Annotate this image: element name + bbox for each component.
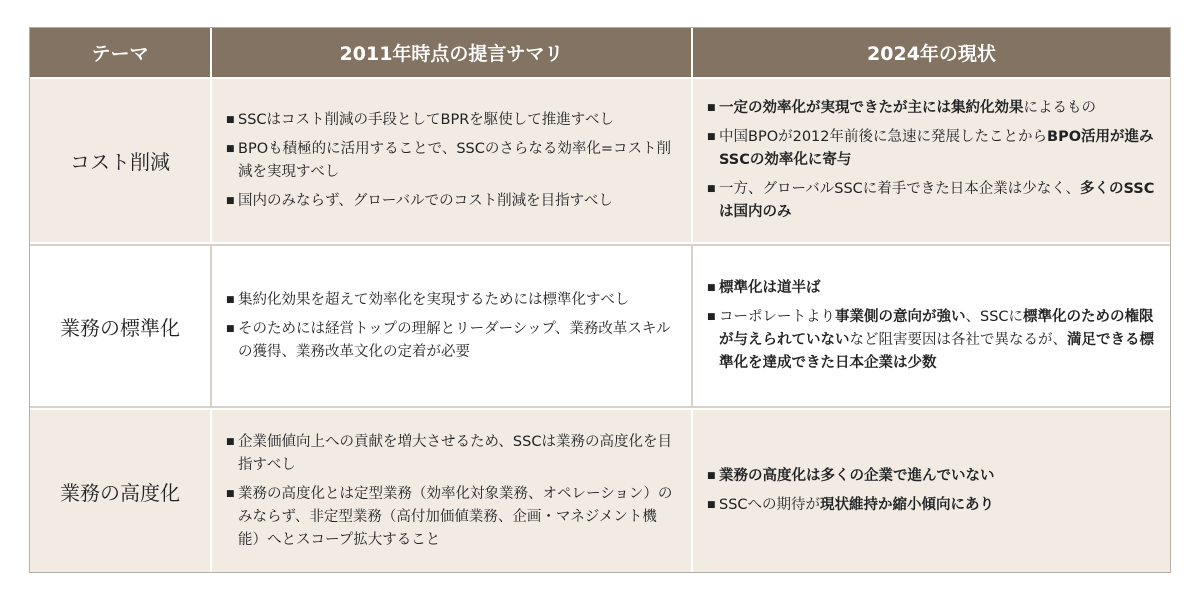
- proposal-cell: [210, 246, 691, 406]
- row-theme-cost-reduction: コスト削減: [70, 150, 170, 174]
- row-theme-sophistication: 業務の高度化: [60, 480, 180, 505]
- list-item: ■ そのためには経営トップの理解とリーダーシップ、業務改革スキルの獲得、業務改革文化の定着が必要: [226, 318, 677, 364]
- square-bullet-icon: ■: [707, 184, 716, 194]
- square-bullet-icon: ■: [707, 103, 716, 113]
- list-item: ■ 中国BPOが2012年前後に急速に発展したことからBPO活用が進みSSCの効率化に寄与: [707, 126, 1156, 172]
- list-item: ■ SSCはコスト削減の手段としてBPRを駆使して推進すべし: [226, 109, 677, 132]
- header-2011-proposal: 2011年時点の提言サマリ: [210, 28, 691, 77]
- proposal-cell: [210, 410, 691, 572]
- list-item: ■ 集約化効果を超えて効率化を実現するためには標準化すべし: [226, 289, 677, 312]
- square-bullet-icon: ■: [226, 114, 235, 125]
- status-cell: [691, 79, 1170, 242]
- list-item: ■ BPOも積極的に活用することで、SSCのさらなる効率化=コスト削減を実現すべし: [226, 138, 677, 184]
- list-item: ■ 国内のみならず、グローバルでのコスト削減を目指すべし: [226, 190, 677, 213]
- square-bullet-icon: ■: [707, 283, 716, 293]
- proposal-cell: [210, 79, 691, 242]
- list-item: ■ 標準化は道半ば: [707, 277, 1156, 300]
- comparison-table: [29, 27, 1171, 573]
- status-cell: [691, 410, 1170, 572]
- table-row: [30, 79, 1170, 242]
- status-cell: [691, 246, 1170, 406]
- square-bullet-icon: ■: [226, 488, 235, 499]
- table-header-row: [30, 28, 1170, 77]
- list-item: ■ 企業価値向上への貢献を増大させるため、SSCは業務の高度化を目指すべし: [226, 431, 677, 477]
- square-bullet-icon: ■: [226, 294, 235, 305]
- square-bullet-icon: ■: [226, 323, 235, 334]
- table-row: [30, 410, 1170, 572]
- list-item: ■ 業務の高度化は多くの企業で進んでいない: [707, 465, 1156, 488]
- row-theme-standardization: 業務の標準化: [60, 315, 180, 340]
- list-item: ■ 一方、グローバルSSCに着手できた日本企業は少なく、多くのSSCは国内のみ: [707, 178, 1156, 224]
- square-bullet-icon: ■: [707, 312, 716, 322]
- header-2024-status: 2024年の現状: [691, 28, 1170, 77]
- square-bullet-icon: ■: [707, 132, 716, 142]
- header-theme: テーマ: [91, 43, 149, 65]
- list-item: ■ 業務の高度化とは定型業務（効率化対象業務、オペレーション）のみならず、非定型業務（高付加価値業務、企画・マネジメント機能）へとスコープ拡大すること: [226, 483, 677, 552]
- list-item: ■ コーポレートより事業側の意向が強い、SSCに標準化のための権限が与えられていないなど阻害要因は各社で異なるが、満足できる標準化を達成できた日本企業は少数: [707, 306, 1156, 375]
- list-item: ■ SSCへの期待が現状維持か縮小傾向にあり: [707, 494, 1156, 517]
- square-bullet-icon: ■: [226, 195, 235, 206]
- square-bullet-icon: ■: [226, 143, 235, 154]
- square-bullet-icon: ■: [707, 500, 716, 510]
- square-bullet-icon: ■: [707, 471, 716, 481]
- list-item: ■ 一定の効率化が実現できたが主には集約化効果によるもの: [707, 97, 1156, 120]
- table-row: [30, 244, 1170, 408]
- square-bullet-icon: ■: [226, 436, 235, 447]
